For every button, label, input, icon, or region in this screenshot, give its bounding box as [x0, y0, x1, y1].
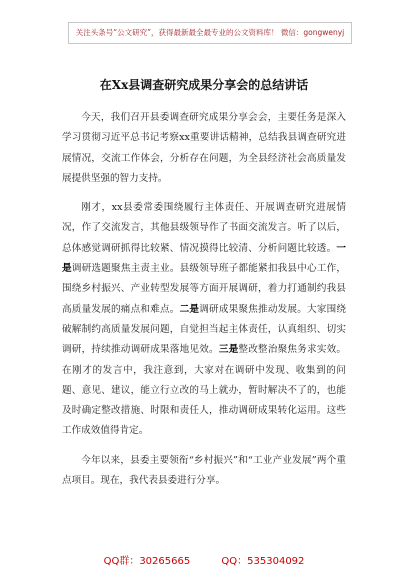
- point-1-text: 调研选题聚焦主责主业。县级领导班子都能紧扣我县中心工作，围绕乡村振兴、产业转型发展等方面开展调研，着力打通制约我县高质量发展的痛点和难点。: [62, 263, 347, 315]
- paragraph-1: 今天，我们召开县委调查研究成果分享会会，主要任务是深入学习贯彻习近平总书记考察xx重要讲话精神，总结我县调查研究进展情况，交流工作体会，分析存在问题，为全县经济社会高质量发展提供坚强的智力支持。: [62, 112, 346, 184]
- paragraph-3: 今年以来，县委主要领衔“乡村振兴”和“工业产业发展”两个重点项目。现在，我代表县委进行分享。: [62, 454, 346, 487]
- point-3-text: 整改整治聚焦务求实效。在刚才的发言中，我注意到，大家对在调研中发现、收集到的问题、意见、建议，能立行立改的马上就办，暂时解决不了的，也能及时确定整改措施、时限和责任人，推动调研成果转化运用。这些工作成效值得肯定。: [62, 344, 347, 437]
- document-body: [62, 108, 346, 500]
- point-1-label: 一是: [62, 242, 346, 275]
- qq-group-label: QQ群：30265665: [103, 556, 191, 567]
- paragraph-2: [62, 198, 346, 442]
- qq-contact-label: QQ：535304092: [221, 556, 305, 567]
- promo-banner: 关注头条号“公文研究”，获得最新最全最专业的公文资料库！ 微信：gongwenyj: [68, 22, 352, 44]
- page-footer: [0, 552, 408, 567]
- point-2-text: 调研成果聚焦推动发展。大家围绕破解制约高质量发展问题，自觉担当起主体责任，认真组织、切实调研，持续推动调研成果落地见效。: [62, 303, 347, 356]
- point-3-label: 三是: [218, 344, 239, 356]
- paragraph-2-intro: 刚才，xx县委常委围绕履行主体责任、开展调查研究进展情况，作了交流发言，其他县级领导作了书面交流发言。听了以后，总体感觉调研抓得比较紧、情况摸得比较清、分析问题比较透。: [62, 202, 346, 254]
- point-2-label: 二是: [179, 303, 200, 315]
- document-title: 在Xx县调查研究成果分享会的总结讲话: [99, 78, 309, 92]
